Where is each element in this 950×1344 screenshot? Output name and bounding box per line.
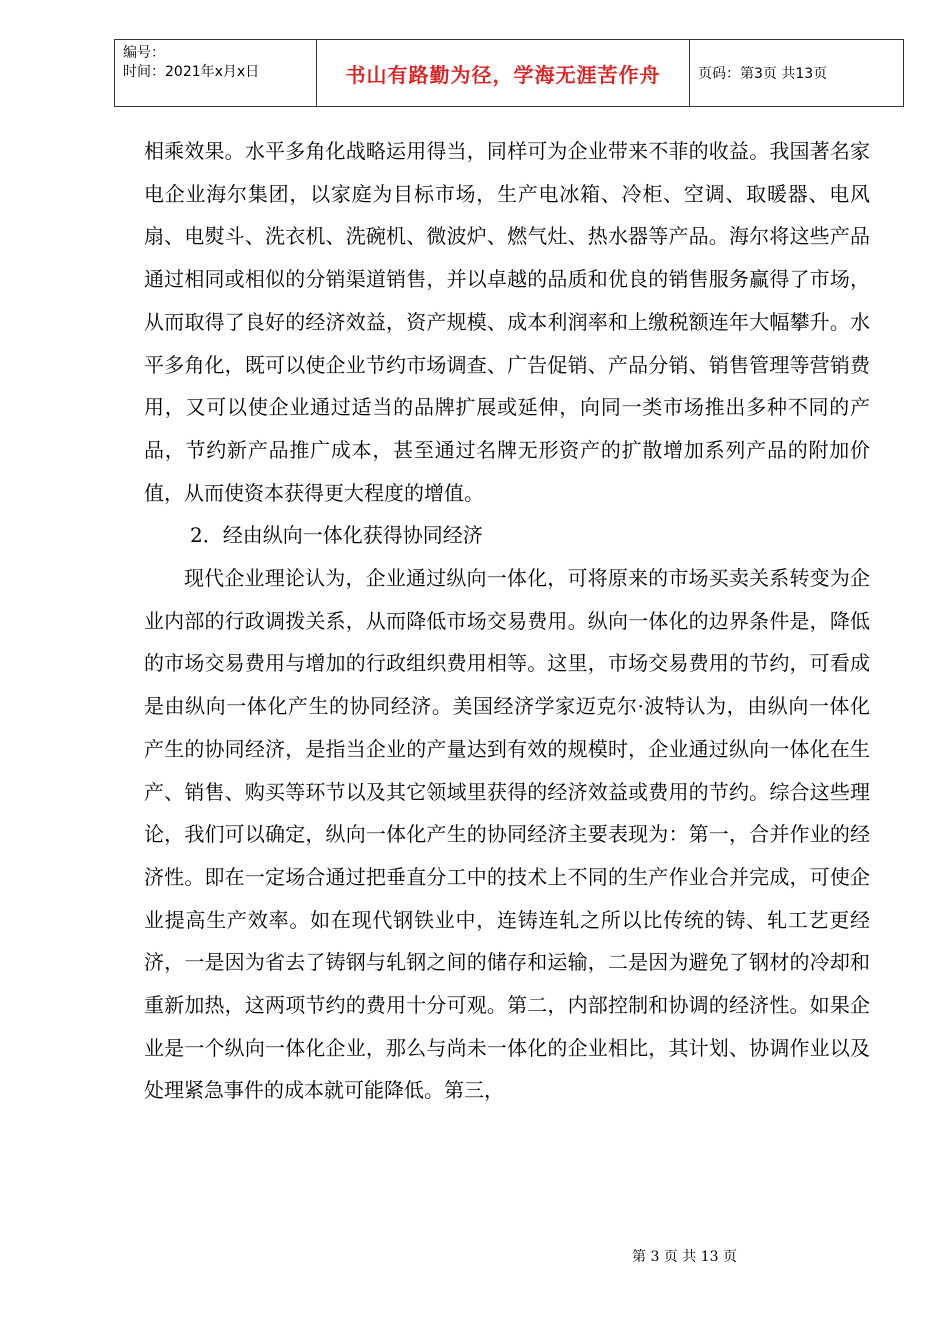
section-heading: 2．经由纵向一体化获得协同经济 — [190, 523, 483, 548]
serial-label: 编号： — [123, 45, 165, 61]
page-info: 页码：第3页 共13页 — [698, 66, 828, 82]
page-header — [114, 39, 904, 107]
motto: 书山有路勤为径，学海无涯苦作舟 — [345, 62, 661, 87]
time-label: 时间：2021年x月x日 — [123, 64, 260, 80]
header-motto-cell — [317, 40, 690, 106]
header-page-cell — [690, 40, 903, 106]
document-body — [144, 130, 870, 1112]
paragraph-2: 现代企业理论认为，企业通过纵向一体化，可将原来的市场买卖关系转变为企业内部的行政调拨关系，从而降低市场交易费用。纵向一体化的边界条件是，降低的市场交易费用与增加的行政组织费用相等。这里，市场交易费用的节约，可看成是由纵向一体化产生的协同经济。美国经济学家迈克尔·波特认为，由纵向一体化产生的协同经济，是指当企业的产量达到有效的规模时，企业通过纵向一体化在生产、销售、购买等环节以及其它领域里获得的经济效益或费用的节约。综合这些理论，我们可以确定，纵向一体化产生的协同经济主要表现为：第一，合并作业的经济性。即在一定场合通过把垂直分工中的技术上不同的生产作业合并完成，可使企业提高生产效率。如在现代钢铁业中，连铸连轧之所以比传统的铸、轧工艺更经济，一是因为省去了铸钢与轧钢之间的储存和运输，二是因为避免了钢材的冷却和重新加热，这两项节约的费用十分可观。第二，内部控制和协调的经济性。如果企业是一个纵向一体化企业，那么与尚未一体化的企业相比，其计划、协调作业以及处理紧急事件的成本就可能降低。第三， — [144, 566, 870, 1103]
header-meta-cell — [115, 40, 317, 106]
paragraph-1: 相乘效果。水平多角化战略运用得当，同样可为企业带来不菲的收益。我国著名家电企业海尔集团，以家庭为目标市场，生产电冰箱、冷柜、空调、取暖器、电风扇、电熨斗、洗衣机、洗碗机、微波炉、燃气灶、热水器等产品。海尔将这些产品通过相同或相似的分销渠道销售，并以卓越的品质和优良的销售服务赢得了市场，从而取得了良好的经济效益，资产规模、成本利润率和上缴税额连年大幅攀升。水平多角化，既可以使企业节约市场调查、广告促销、产品分销、销售管理等营销费用，又可以使企业通过适当的品牌扩展或延伸，向同一类市场推出多种不同的产品，节约新产品推广成本，甚至通过名牌无形资产的扩散增加系列产品的附加价值，从而使资本获得更大程度的增值。 — [144, 139, 870, 505]
page-footer: 第 3 页 共 13 页 — [632, 1249, 737, 1265]
